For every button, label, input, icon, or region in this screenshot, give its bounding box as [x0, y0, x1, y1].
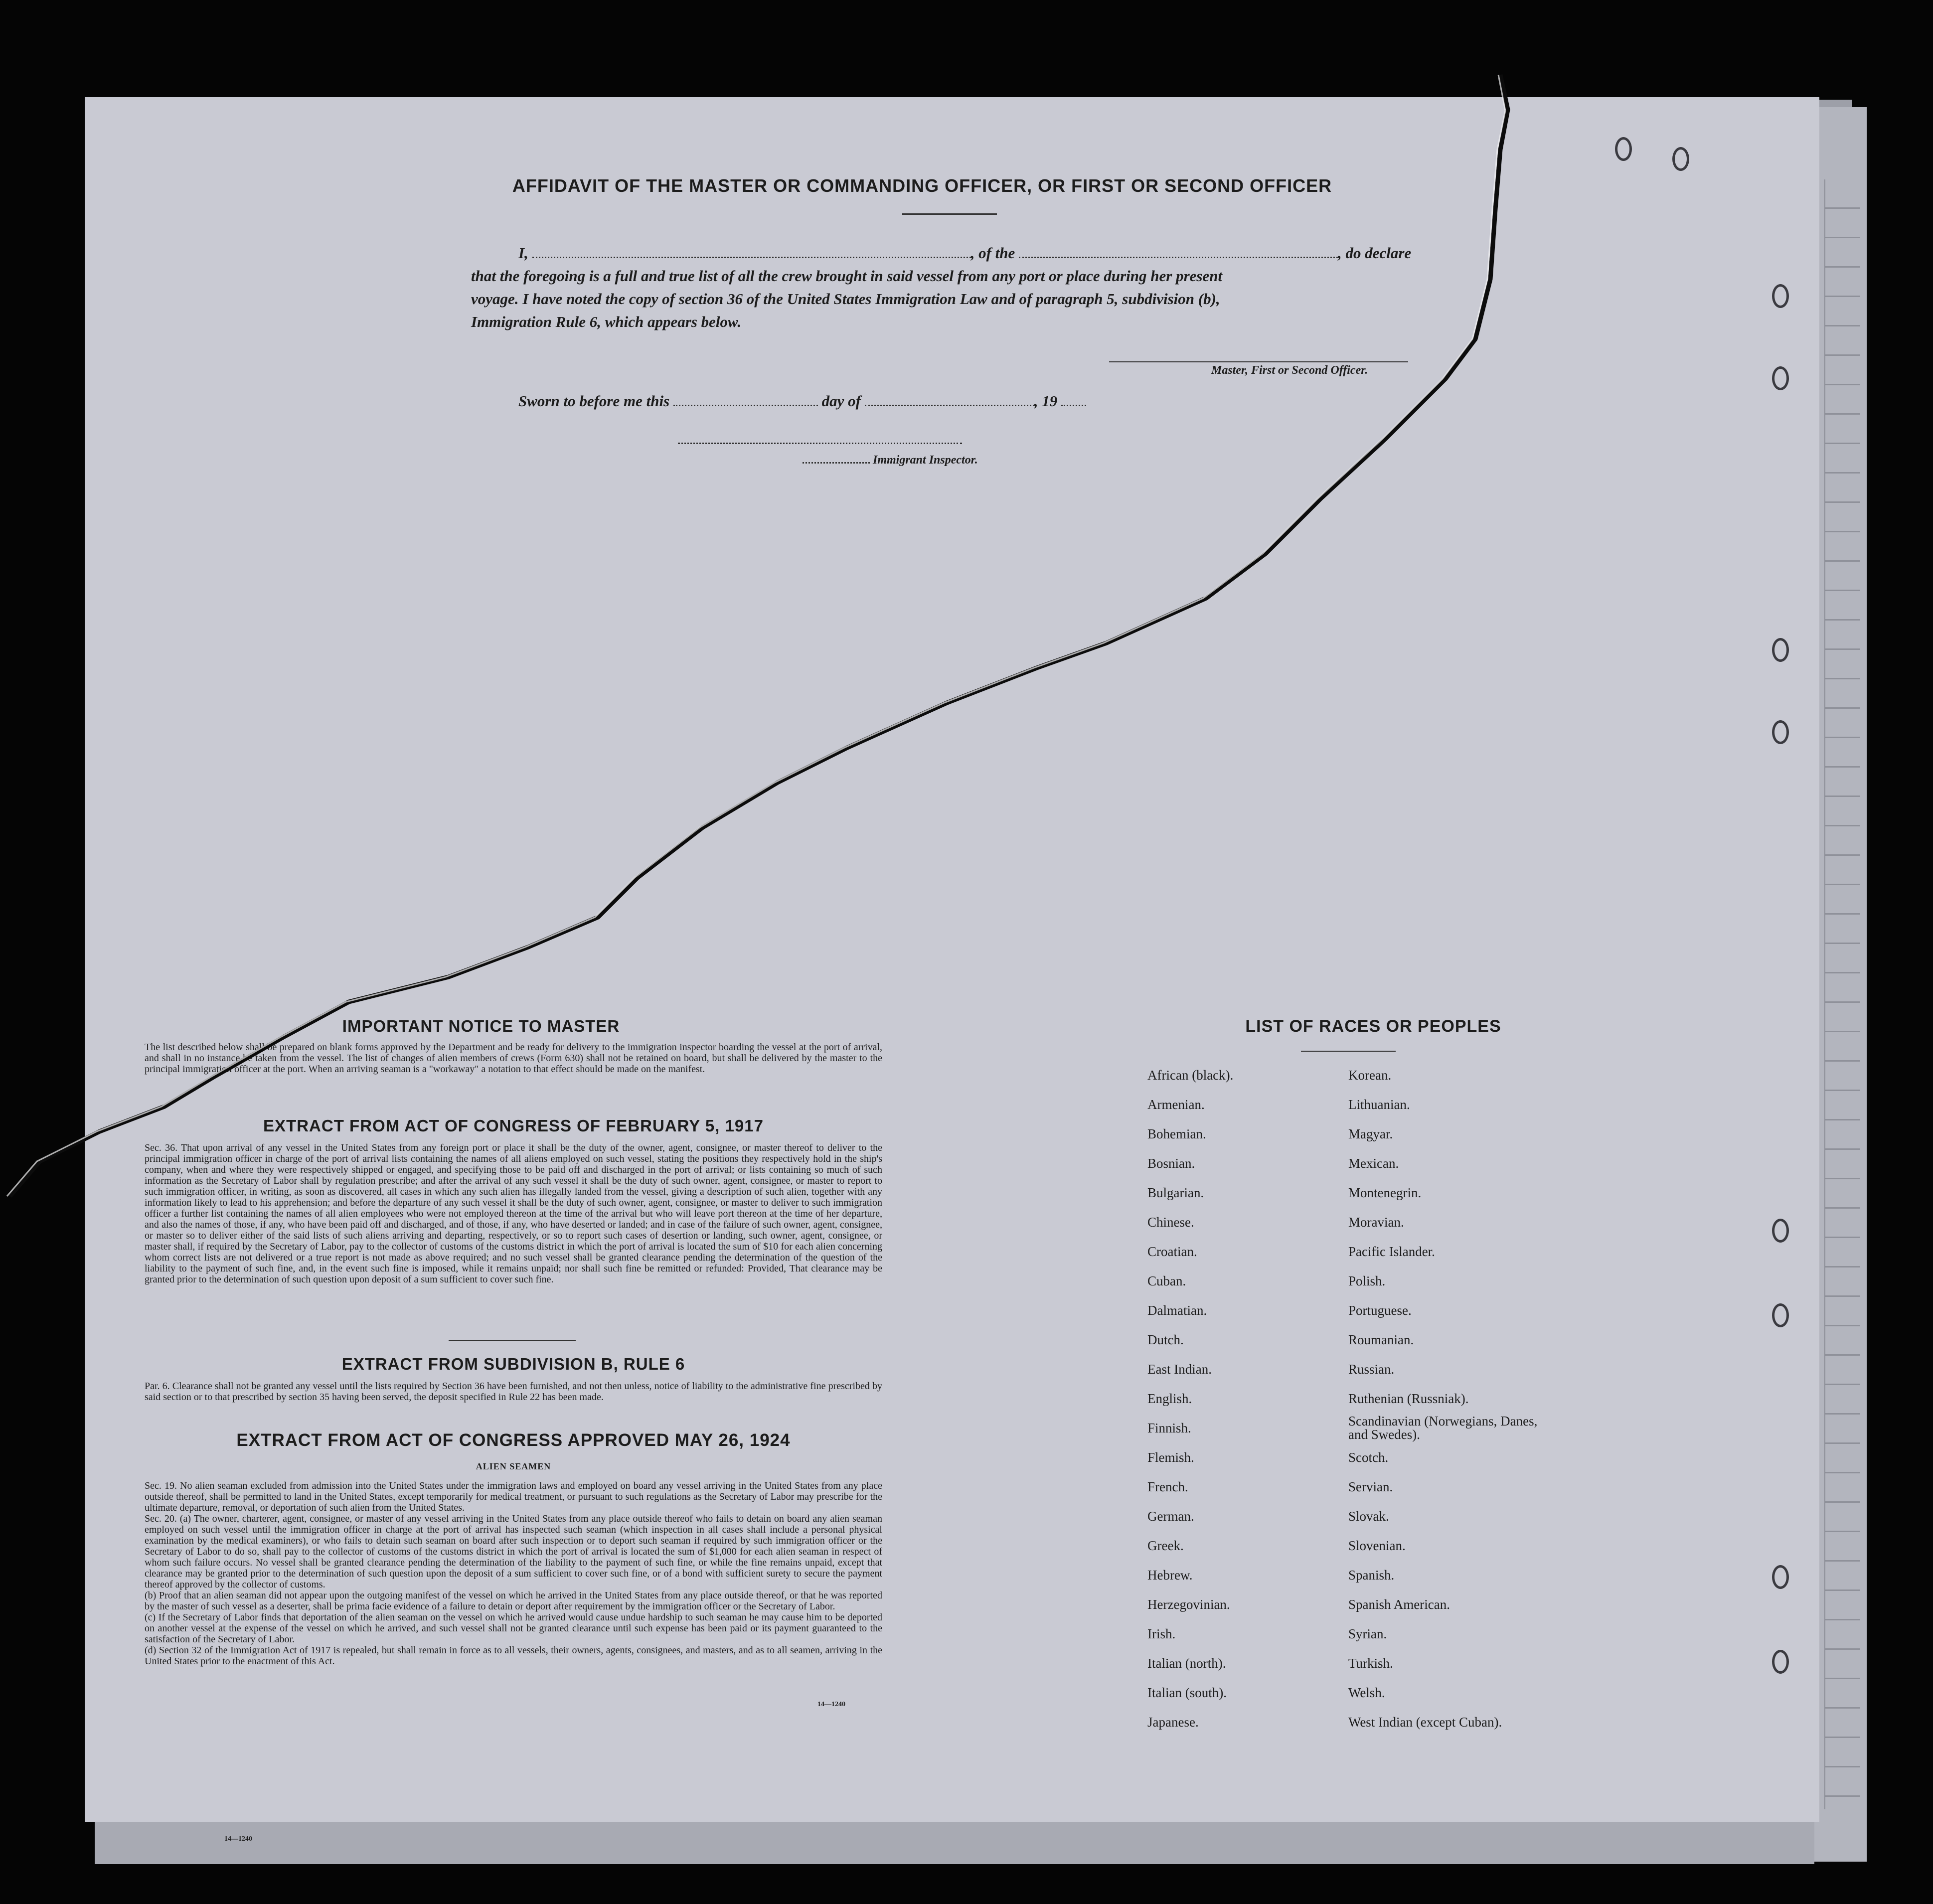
footer-form-number: 14—1240	[224, 1835, 252, 1843]
race-item: Herzegovinian.	[1147, 1597, 1230, 1612]
affidavit-title: AFFIDAVIT OF THE MASTER OR COMMANDING OFFICER, OR FIRST OR SECOND OFFICER	[512, 175, 1332, 196]
race-item: Bulgarian.	[1147, 1185, 1204, 1200]
race-item: Spanish.	[1348, 1568, 1395, 1583]
race-item: East Indian.	[1147, 1362, 1212, 1377]
race-item: Servian.	[1348, 1479, 1393, 1494]
race-item: Montenegrin.	[1348, 1185, 1422, 1200]
race-item: Korean.	[1348, 1068, 1392, 1083]
race-item: English.	[1147, 1391, 1192, 1406]
alien-seamen-subtitle: ALIEN SEAMEN	[476, 1461, 551, 1471]
race-item: Flemish.	[1147, 1450, 1194, 1465]
race-item: Dalmatian.	[1147, 1303, 1207, 1318]
inspector-label: Immigrant Inspector.	[873, 454, 978, 467]
race-item: Bohemian.	[1147, 1126, 1206, 1141]
affidavit-line-3: voyage. I have noted the copy of section 36 of the United States Immigration Law and of paragraph 5, subdivision (b),	[471, 290, 1220, 308]
sec20a-paragraph: Sec. 20. (a) The owner, charterer, agent, consignee, or master of any vessel arriving in the United States from any place outside thereof who fails to detain on board any alien seaman employed on such vessel until the immigration officer in charge at the port of arrival has inspected such seaman (which inspection in all cases shall include a personal physical examination by the medical examiners), or who fails to detain such seaman on board after such inspection or to deport such seaman if required by such immigration officer or the Secretary of Labor to do so, shall pay to the collector of customs of the customs district in which the port of arrival is located the sum of $1,000 for each alien seaman in respect of whom such failure occurs. No vessel shall be granted clearance pending the determination of the liability to the payment of such fine, or while the fine remains unpaid, except that clearance may be granted prior to the determination of such question upon the deposit of a sum sufficient to cover such fine, or of a bond with sufficient surety to secure the payment thereof approved by the collector of customs.	[145, 1513, 882, 1590]
race-item: German.	[1147, 1509, 1194, 1524]
race-item: Lithuanian.	[1348, 1097, 1410, 1112]
sec19-paragraph: Sec. 19. No alien seaman excluded from admission into the United States under the immigration laws and employed on board any vessel arriving in the United States from any place outside thereof, shall be permitted to land in the United States, except temporarily for medical treatment, or pursuant to such regulations as the Secretary of Labor may prescribe for the ultimate departure, removal, or deportation of such alien from the United States.	[145, 1480, 882, 1513]
sec20c-paragraph: (c) If the Secretary of Labor finds that deportation of the alien seaman on the vessel on which he arrived would cause undue hardship to such seaman he may cause him to be deported on another vessel at the expense of the vessel on which he arrived, and such vessel shall not be granted clearance until such expense has been paid or its payment guaranteed to the satisfaction of the Secretary of Labor.	[145, 1612, 882, 1645]
affidavit-declare: , do declare	[1338, 244, 1412, 262]
race-item: Slovenian.	[1348, 1538, 1406, 1553]
race-item: Irish.	[1147, 1626, 1176, 1641]
master-signature-label: Master, First or Second Officer.	[1211, 364, 1368, 377]
rule6-text: Par. 6. Clearance shall not be granted any vessel until the lists required by Section 36 have been furnished, and not then unless, notice of liability to the administrative fine prescribed by said section or to that prescribed by section 35 having been served, the deposit specified in Rule 22 has been made.	[145, 1381, 882, 1403]
race-item: Pacific Islander.	[1348, 1244, 1435, 1259]
race-item: Welsh.	[1348, 1685, 1385, 1700]
race-item: Italian (north).	[1147, 1656, 1226, 1671]
rule6-title: EXTRACT FROM SUBDIVISION B, RULE 6	[341, 1355, 685, 1373]
race-item: Scandinavian (Norwegians, Danes, and Swedes).	[1348, 1414, 1538, 1442]
race-item: Ruthenian (Russniak).	[1348, 1391, 1469, 1406]
extract-1917-title: EXTRACT FROM ACT OF CONGRESS OF FEBRUARY 5, 1917	[263, 1116, 764, 1135]
race-item: Polish.	[1348, 1273, 1386, 1288]
affidavit-i: I,	[518, 244, 528, 262]
race-item: Spanish American.	[1348, 1597, 1450, 1612]
race-item: Magyar.	[1348, 1126, 1393, 1141]
year-text: , 19	[1034, 392, 1058, 410]
race-item: West Indian (except Cuban).	[1348, 1715, 1502, 1730]
affidavit-of-the: , of the	[970, 244, 1015, 262]
sec20d-paragraph: (d) Section 32 of the Immigration Act of 1917 is repealed, but shall remain in force as to all vessels, their owners, agents, consignees, and masters, and as to all seamen, arriving in the United States prior to the enactment of this Act.	[145, 1645, 882, 1667]
race-item: Chinese.	[1147, 1215, 1194, 1230]
race-item: Moravian.	[1348, 1215, 1404, 1230]
race-item: Roumanian.	[1348, 1332, 1414, 1347]
race-item: Bosnian.	[1147, 1156, 1195, 1171]
sec20b-paragraph: (b) Proof that an alien seaman did not appear upon the outgoing manifest of the vessel on which he arrived in the United States from any place outside thereof, or that he was reported by the master of such vessel as a deserter, shall be prima facie evidence of a failure to detain or deport after requirement by the immigration officer or the Secretary of Labor.	[145, 1590, 882, 1612]
race-item: Mexican.	[1348, 1156, 1399, 1171]
race-item: Russian.	[1348, 1362, 1395, 1377]
race-item: Cuban.	[1147, 1273, 1186, 1288]
race-item: Hebrew.	[1147, 1568, 1193, 1583]
race-item: African (black).	[1147, 1068, 1234, 1083]
extract-1917-text: Sec. 36. That upon arrival of any vessel in the United States from any foreign port or place it shall be the duty of the owner, agent, consignee, or master thereof to deliver to the principal immigration officer in charge of the port of arrival lists containing the names of all aliens employed on such vessel, stating the positions they respectively hold in the ship's company, when and where they were respectively shipped or engaged, and specifying those to be paid off and discharged in the port of arrival; or lists containing so much of such information as the Secretary of Labor shall by regulation prescribe; and after the arrival of any such vessel it shall be the duty of such owner, agent, consignee, or master to report to such immigration officer, in writing, as soon as discovered, all cases in which any such alien has illegally landed from the vessel, giving a description of such alien, together with any information likely to lead to his apprehension; and before the departure of any such vessel it shall be the duty of such owner, agent, consignee, or master to deliver to such immigration officer a further list containing the names of all alien employees who were not employed thereon at the time of the arrival but who will leave port thereon at the time of her departure, and also the names of those, if any, who have been paid off and discharged, and of those, if any, who have deserted or landed; and in case of the failure of such owner, agent, consignee, or master so to deliver either of the said lists of such aliens arriving and departing, respectively, or so to report such cases of desertion or landing, such owner, agent, consignee, or master shall, if required by the Secretary of Labor, pay to the collector of customs of the customs district in which the port of arrival is located the sum of $10 for each alien concerning whom correct lists are not delivered or a true report is not made as above required; and no such vessel shall be granted clearance pending the determination of the question of the liability to the payment of such fine, and, in the event such fine is imposed, while it remains unpaid; nor shall such fine be remitted or refunded: Provided, That clearance may be granted prior to the determination of such question upon deposit of a sum sufficient to cover such fine.	[145, 1142, 882, 1285]
race-item: Finnish.	[1147, 1421, 1191, 1435]
race-item: Syrian.	[1348, 1626, 1387, 1641]
race-item: Scotch.	[1348, 1450, 1389, 1465]
race-item: Slovak.	[1348, 1509, 1389, 1524]
race-item: Italian (south).	[1147, 1685, 1227, 1700]
notice-title: IMPORTANT NOTICE TO MASTER	[342, 1017, 620, 1035]
races-title: LIST OF RACES OR PEOPLES	[1245, 1017, 1501, 1036]
sworn-text: Sworn to before me this	[518, 392, 670, 410]
form-number: 14—1240	[817, 1701, 845, 1708]
extract-1924-title: EXTRACT FROM ACT OF CONGRESS APPROVED MAY 26, 1924	[236, 1430, 791, 1450]
race-item: Japanese.	[1147, 1715, 1199, 1730]
day-of-text: day of	[821, 392, 861, 410]
race-item: Dutch.	[1147, 1332, 1184, 1347]
race-item: Croatian.	[1147, 1244, 1197, 1259]
notice-text: The list described below shall be prepared on blank forms approved by the Department and be ready for delivery to the immigration inspector boarding the vessel at the port of arrival, and shall in no instance be taken from the vessel. The list of changes of alien members of crews (Form 630) shall not be retained on board, but shall be delivered by the master to the principal immigration officer at the port. When an arriving seaman is a "workaway" a notation to that effect should be made on the manifest.	[145, 1042, 882, 1075]
race-item: Greek.	[1147, 1538, 1184, 1553]
affidavit-line-2: that the foregoing is a full and true list of all the crew brought in said vessel from any port or place during her present	[471, 267, 1223, 285]
race-item: Armenian.	[1147, 1097, 1205, 1112]
race-item: French.	[1147, 1479, 1188, 1494]
affidavit-line-4: Immigration Rule 6, which appears below.	[471, 313, 742, 330]
race-item: Turkish.	[1348, 1656, 1393, 1671]
race-item: Portuguese.	[1348, 1303, 1412, 1318]
